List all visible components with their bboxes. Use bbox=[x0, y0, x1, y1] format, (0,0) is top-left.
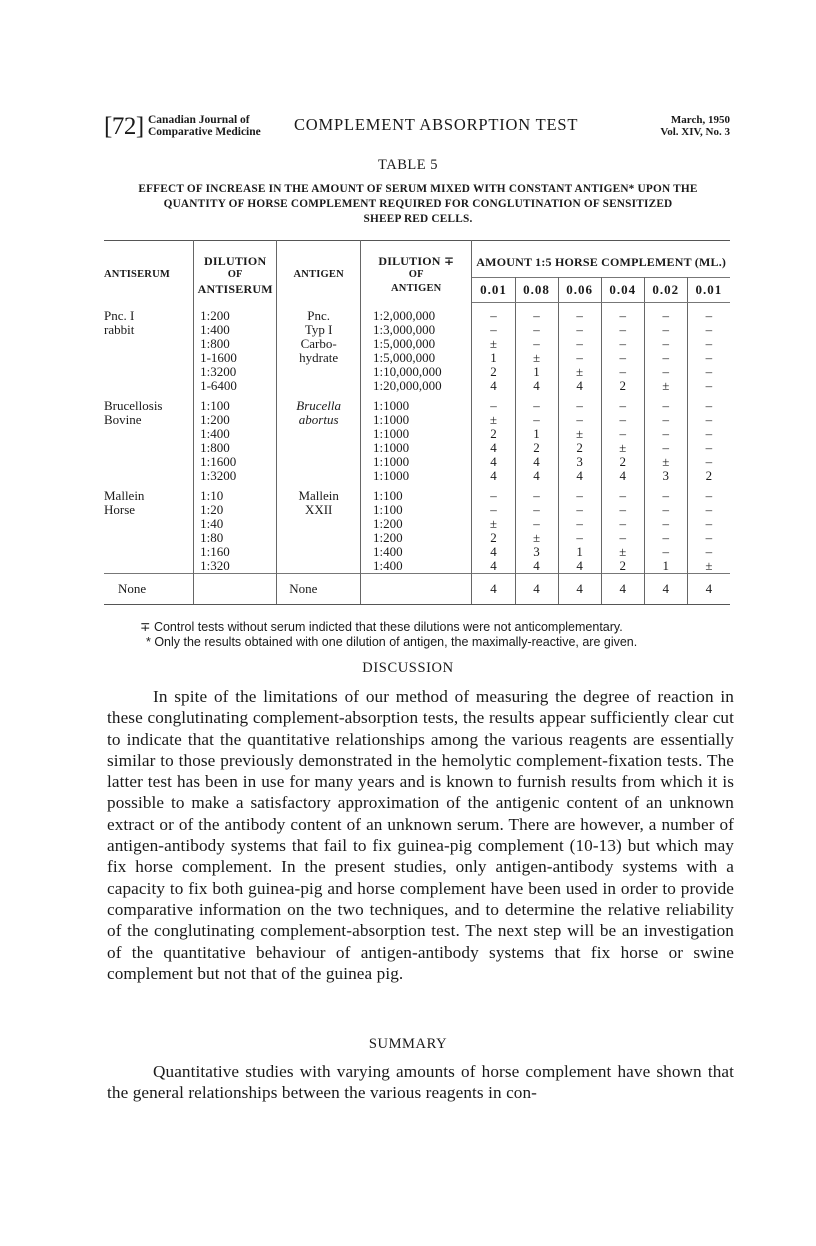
antigen-dilution-cell: 1:1000 bbox=[361, 393, 472, 413]
table-row bbox=[104, 469, 730, 483]
result-cell: – bbox=[558, 393, 601, 413]
antiserum-dilution-cell: 1:400 bbox=[194, 323, 277, 337]
caption-line-2: QUANTITY OF HORSE COMPLEMENT REQUIRED FOR CONGLUTINATION OF SENSITIZED bbox=[163, 198, 673, 210]
result-cell: – bbox=[515, 337, 558, 351]
antiserum-cell: Horse bbox=[104, 503, 194, 517]
result-cell: – bbox=[644, 393, 687, 413]
result-cell: ± bbox=[601, 545, 644, 559]
result-cell: 4 bbox=[515, 559, 558, 574]
table-row bbox=[104, 517, 730, 531]
footnote-control: ∓ Control tests without serum indicted that these dilutions were not anticomplementary. bbox=[140, 620, 623, 634]
antiserum-dilution-cell: 1:320 bbox=[194, 559, 277, 574]
result-cell: 1 bbox=[515, 427, 558, 441]
header-amount: 0.01 bbox=[472, 278, 515, 303]
antiserum-dilution-cell: 1:40 bbox=[194, 517, 277, 531]
result-cell: – bbox=[644, 545, 687, 559]
issue-date: March, 1950 bbox=[670, 114, 730, 126]
header-text: DILUTION ∓ bbox=[378, 253, 455, 268]
antiserum-dilution-cell: 1-1600 bbox=[194, 351, 277, 365]
antigen-dilution-cell: 1:1000 bbox=[361, 413, 472, 427]
antigen-cell: abortus bbox=[277, 413, 361, 427]
control-row bbox=[104, 574, 730, 605]
result-cell: – bbox=[601, 503, 644, 517]
table-row bbox=[104, 531, 730, 545]
antigen-dilution-cell: 1:200 bbox=[361, 517, 472, 531]
caption-line-1: EFFECT OF INCREASE IN THE AMOUNT OF SERUM MIXED WITH CONSTANT ANTIGEN* UPON THE bbox=[138, 183, 698, 195]
result-cell: 1 bbox=[472, 351, 515, 365]
table-row bbox=[104, 303, 730, 324]
antiserum-cell bbox=[104, 427, 194, 441]
antiserum-cell bbox=[104, 455, 194, 469]
result-cell: – bbox=[601, 351, 644, 365]
antigen-cell: Typ I bbox=[277, 323, 361, 337]
antiserum-dilution-cell: 1:10 bbox=[194, 483, 277, 503]
result-cell: 1 bbox=[558, 545, 601, 559]
result-cell: – bbox=[644, 337, 687, 351]
result-cell: 4 bbox=[472, 545, 515, 559]
running-title: COMPLEMENT ABSORPTION TEST bbox=[294, 115, 579, 134]
result-cell: ± bbox=[472, 517, 515, 531]
result-cell: 4 bbox=[472, 469, 515, 483]
result-cell: – bbox=[601, 323, 644, 337]
result-cell: 4 bbox=[601, 469, 644, 483]
header-dilution-antigen bbox=[361, 241, 472, 303]
result-cell: – bbox=[705, 364, 713, 379]
result-cell: 2 bbox=[472, 365, 515, 379]
table-row bbox=[104, 503, 730, 517]
antigen-cell: None bbox=[277, 574, 361, 605]
header-amount: 0.04 bbox=[601, 278, 644, 303]
antiserum-dilution-cell: 1:1600 bbox=[194, 455, 277, 469]
result-cell: – bbox=[705, 412, 713, 427]
antigen-dilution-cell: 1:2,000,000 bbox=[361, 303, 472, 324]
result-cell: 4 bbox=[515, 469, 558, 483]
antiserum-cell bbox=[104, 469, 194, 483]
result-cell: 3 bbox=[515, 545, 558, 559]
discussion-paragraph: In spite of the limitations of our method of measuring the degree of reaction in these conglutinating complement-absorption tests, the results appear sufficiently clear cut to indicate that the quantitative relationships among the various reagents are essentially similar to those previously demonstrated in the hemolytic complement-fixation tests. The latter test has been in use for many years and is known to furnish results from which it is possible to make a satisfactory approximation of the antigenic content of an unknown extract or of the antibody content of an unknown serum. There are however, a number of antigen-antibody systems that fail to fix guinea-pig complement (10-13) but which may fix horse complement. In the present studies, only antigen-antibody systems with a capacity to fix both guinea-pig and horse complement have been used in order to provide comparative information on the two techniques, and to determine the relative reliability of the conglutinating complement-absorption test. The next step will be an investigation of the quantitative behaviour of antigen-antibody systems that fix horse or swine complement but not that of the guinea pig. bbox=[107, 687, 734, 983]
antiserum-dilution-cell: 1:200 bbox=[194, 303, 277, 324]
header-dilution-antiserum bbox=[194, 241, 277, 303]
antiserum-cell bbox=[104, 559, 194, 574]
antiserum-dilution-cell: 1:800 bbox=[194, 337, 277, 351]
antigen-dilution-cell: 1:100 bbox=[361, 503, 472, 517]
result-cell: – bbox=[558, 337, 601, 351]
result-cell: – bbox=[644, 441, 687, 455]
antigen-dilution-cell: 1:1000 bbox=[361, 455, 472, 469]
antigen-cell bbox=[277, 455, 361, 469]
result-cell: 4 bbox=[558, 559, 601, 574]
summary-paragraph: Quantitative studies with varying amounts of horse complement have shown that the general relationships between the various reagents in con- bbox=[107, 1062, 734, 1103]
result-cell: 4 bbox=[515, 574, 558, 605]
antigen-cell bbox=[277, 531, 361, 545]
result-cell: 4 bbox=[472, 455, 515, 469]
result-cell: 1 bbox=[515, 365, 558, 379]
antigen-dilution-cell: 1:3,000,000 bbox=[361, 323, 472, 337]
antigen-dilution-cell bbox=[361, 574, 472, 605]
antigen-cell bbox=[277, 379, 361, 393]
antiserum-dilution-cell bbox=[194, 574, 277, 605]
result-cell: – bbox=[472, 503, 515, 517]
antigen-cell bbox=[277, 545, 361, 559]
antiserum-cell: None bbox=[104, 574, 194, 605]
result-cell: – bbox=[515, 413, 558, 427]
antiserum-cell bbox=[104, 517, 194, 531]
result-cell: 2 bbox=[601, 379, 644, 393]
antigen-dilution-cell: 1:20,000,000 bbox=[361, 379, 472, 393]
result-cell: – bbox=[558, 531, 601, 545]
antiserum-cell bbox=[104, 379, 194, 393]
result-cell: – bbox=[705, 426, 713, 441]
table-row bbox=[104, 427, 730, 441]
result-cell: 2 bbox=[558, 441, 601, 455]
result-cell: – bbox=[644, 365, 687, 379]
result-cell: – bbox=[705, 502, 713, 517]
journal-name bbox=[148, 115, 261, 138]
antigen-cell: Mallein bbox=[277, 483, 361, 503]
result-cell: ± bbox=[558, 365, 601, 379]
antigen-cell bbox=[277, 469, 361, 483]
result-cell: – bbox=[601, 413, 644, 427]
result-cell: – bbox=[644, 303, 687, 324]
header-amount: 0.08 bbox=[515, 278, 558, 303]
result-cell: – bbox=[705, 544, 713, 559]
result-cell: 4 bbox=[644, 574, 687, 605]
antiserum-dilution-cell: 1:80 bbox=[194, 531, 277, 545]
result-cell: – bbox=[515, 393, 558, 413]
antiserum-cell: Mallein bbox=[104, 483, 194, 503]
result-cell: ± bbox=[515, 351, 558, 365]
table-row bbox=[104, 455, 730, 469]
antiserum-dilution-cell: 1:800 bbox=[194, 441, 277, 455]
antigen-dilution-cell: 1:1000 bbox=[361, 441, 472, 455]
header-text: OF bbox=[408, 268, 424, 280]
result-cell: – bbox=[558, 517, 601, 531]
result-cell: – bbox=[644, 413, 687, 427]
result-cell: – bbox=[558, 303, 601, 324]
result-cell: – bbox=[705, 336, 713, 351]
result-cell: 2 bbox=[601, 559, 644, 574]
result-cell: – bbox=[601, 303, 644, 324]
antigen-cell: hydrate bbox=[277, 351, 361, 365]
table-body bbox=[104, 303, 730, 605]
footnote-antigen: * Only the results obtained with one dilution of antigen, the maximally-reactive, are given. bbox=[146, 635, 638, 649]
table-row bbox=[104, 365, 730, 379]
result-cell: – bbox=[705, 308, 713, 323]
table-row bbox=[104, 337, 730, 351]
result-cell: – bbox=[705, 516, 713, 531]
antigen-cell: Pnc. bbox=[277, 303, 361, 324]
result-cell: – bbox=[515, 483, 558, 503]
antigen-dilution-cell: 1:5,000,000 bbox=[361, 337, 472, 351]
result-cell: ± bbox=[472, 413, 515, 427]
antiserum-dilution-cell: 1:3200 bbox=[194, 365, 277, 379]
result-cell: – bbox=[472, 393, 515, 413]
antiserum-cell: Bovine bbox=[104, 413, 194, 427]
result-cell: ± bbox=[472, 337, 515, 351]
antigen-dilution-cell: 1:5,000,000 bbox=[361, 351, 472, 365]
antiserum-cell bbox=[104, 365, 194, 379]
header-antiserum: ANTISERUM bbox=[104, 241, 194, 303]
result-cell: 4 bbox=[472, 574, 515, 605]
table-row bbox=[104, 441, 730, 455]
antiserum-dilution-cell: 1-6400 bbox=[194, 379, 277, 393]
table-row bbox=[104, 483, 730, 503]
journal-line-2: Comparative Medicine bbox=[148, 125, 261, 138]
result-cell: 2 bbox=[472, 427, 515, 441]
discussion-heading: DISCUSSION bbox=[362, 660, 454, 676]
antiserum-cell bbox=[104, 337, 194, 351]
result-cell: – bbox=[601, 531, 644, 545]
table-row bbox=[104, 413, 730, 427]
header-text: DILUTION bbox=[204, 253, 267, 268]
result-cell: – bbox=[644, 517, 687, 531]
result-cell: 4 bbox=[558, 379, 601, 393]
result-cell: 4 bbox=[515, 455, 558, 469]
result-cell: – bbox=[515, 517, 558, 531]
table-row bbox=[104, 379, 730, 393]
result-cell: – bbox=[515, 303, 558, 324]
result-cell: – bbox=[601, 483, 644, 503]
result-cell: – bbox=[644, 323, 687, 337]
header-antigen: ANTIGEN bbox=[277, 241, 361, 303]
result-cell: 4 bbox=[558, 469, 601, 483]
table-row bbox=[104, 545, 730, 559]
header-amount: 0.02 bbox=[644, 278, 687, 303]
result-cell: – bbox=[705, 488, 713, 503]
result-cell: – bbox=[601, 393, 644, 413]
result-cell: – bbox=[601, 427, 644, 441]
result-cell: – bbox=[558, 503, 601, 517]
antigen-dilution-cell: 1:100 bbox=[361, 483, 472, 503]
issue-info bbox=[660, 115, 730, 138]
page-number: [72] bbox=[104, 113, 144, 140]
result-cell: – bbox=[558, 323, 601, 337]
result-cell: – bbox=[472, 303, 515, 324]
result-cell: ± bbox=[515, 531, 558, 545]
antiserum-dilution-cell: 1:160 bbox=[194, 545, 277, 559]
antiserum-cell bbox=[104, 351, 194, 365]
result-cell: 2 bbox=[472, 531, 515, 545]
result-cell: 3 bbox=[644, 469, 687, 483]
result-cell: 4 bbox=[472, 559, 515, 574]
antigen-cell: Carbo- bbox=[277, 337, 361, 351]
result-cell: 1 bbox=[644, 559, 687, 574]
result-cell: – bbox=[644, 503, 687, 517]
antiserum-dilution-cell: 1:20 bbox=[194, 503, 277, 517]
antigen-cell bbox=[277, 365, 361, 379]
antigen-dilution-cell: 1:1000 bbox=[361, 427, 472, 441]
result-cell: 2 bbox=[515, 441, 558, 455]
result-cell: – bbox=[705, 350, 713, 365]
result-cell: – bbox=[558, 483, 601, 503]
result-cell: – bbox=[705, 530, 713, 545]
result-cell: – bbox=[705, 378, 713, 393]
running-head bbox=[104, 113, 730, 143]
result-cell: 4 bbox=[472, 379, 515, 393]
result-cell: 3 bbox=[558, 455, 601, 469]
result-cell: – bbox=[515, 323, 558, 337]
result-cell: ± bbox=[558, 427, 601, 441]
result-cell: – bbox=[644, 531, 687, 545]
result-cell: ± bbox=[644, 379, 687, 393]
result-cell: – bbox=[705, 440, 713, 455]
antiserum-dilution-cell: 1:400 bbox=[194, 427, 277, 441]
header-amount: 0.01 bbox=[687, 278, 730, 303]
antigen-dilution-cell: 1:400 bbox=[361, 559, 472, 574]
issue-volume: Vol. XIV, No. 3 bbox=[660, 125, 730, 138]
antigen-cell bbox=[277, 559, 361, 574]
antigen-cell bbox=[277, 427, 361, 441]
result-cell: – bbox=[644, 483, 687, 503]
antigen-dilution-cell: 1:10,000,000 bbox=[361, 365, 472, 379]
result-cell: – bbox=[644, 351, 687, 365]
header-text: ANTISERUM bbox=[197, 281, 273, 296]
antigen-cell: Brucella bbox=[277, 393, 361, 413]
header-text: OF bbox=[227, 268, 243, 280]
result-cell: 4 bbox=[601, 574, 644, 605]
result-cell: – bbox=[601, 337, 644, 351]
table-number: TABLE 5 bbox=[378, 157, 438, 173]
antigen-cell bbox=[277, 517, 361, 531]
table-row bbox=[104, 351, 730, 365]
antiserum-cell: Brucellosis bbox=[104, 393, 194, 413]
result-cell: ± bbox=[705, 558, 713, 573]
table-caption bbox=[100, 182, 736, 227]
result-cell: ± bbox=[601, 441, 644, 455]
result-cell: – bbox=[601, 517, 644, 531]
table-row bbox=[104, 323, 730, 337]
header-text: ANTIGEN bbox=[391, 282, 442, 294]
result-cell: 2 bbox=[601, 455, 644, 469]
antiserum-cell: rabbit bbox=[104, 323, 194, 337]
antiserum-cell bbox=[104, 545, 194, 559]
journal-line-1: Canadian Journal of bbox=[148, 114, 250, 126]
results-table bbox=[104, 240, 730, 605]
result-cell: – bbox=[558, 413, 601, 427]
result-cell: – bbox=[705, 398, 713, 413]
antigen-cell bbox=[277, 441, 361, 455]
result-cell: – bbox=[705, 322, 713, 337]
result-cell: 4 bbox=[687, 574, 730, 605]
result-cell: – bbox=[601, 365, 644, 379]
result-cell: 2 bbox=[705, 468, 713, 483]
antigen-dilution-cell: 1:200 bbox=[361, 531, 472, 545]
result-cell: – bbox=[705, 454, 713, 469]
caption-line-3: SHEEP RED CELLS. bbox=[363, 213, 473, 225]
result-cell: – bbox=[558, 351, 601, 365]
result-cell: – bbox=[472, 483, 515, 503]
antiserum-cell: Pnc. I bbox=[104, 303, 194, 324]
table-row bbox=[104, 559, 730, 574]
result-cell: – bbox=[515, 503, 558, 517]
result-cell: 4 bbox=[472, 441, 515, 455]
result-cell: 4 bbox=[558, 574, 601, 605]
antiserum-cell bbox=[104, 531, 194, 545]
antiserum-dilution-cell: 1:3200 bbox=[194, 469, 277, 483]
table-row bbox=[104, 393, 730, 413]
antiserum-dilution-cell: 1:200 bbox=[194, 413, 277, 427]
summary-heading: SUMMARY bbox=[368, 1036, 448, 1052]
antigen-dilution-cell: 1:1000 bbox=[361, 469, 472, 483]
result-cell: – bbox=[472, 323, 515, 337]
header-amount: 0.06 bbox=[558, 278, 601, 303]
antiserum-cell bbox=[104, 441, 194, 455]
header-amount-group: AMOUNT 1:5 HORSE COMPLEMENT (ML.) bbox=[476, 255, 727, 269]
antigen-cell: XXII bbox=[277, 503, 361, 517]
table-footnotes bbox=[100, 620, 736, 650]
antiserum-dilution-cell: 1:100 bbox=[194, 393, 277, 413]
antigen-dilution-cell: 1:400 bbox=[361, 545, 472, 559]
result-cell: ± bbox=[644, 455, 687, 469]
result-cell: – bbox=[644, 427, 687, 441]
result-cell: 4 bbox=[515, 379, 558, 393]
